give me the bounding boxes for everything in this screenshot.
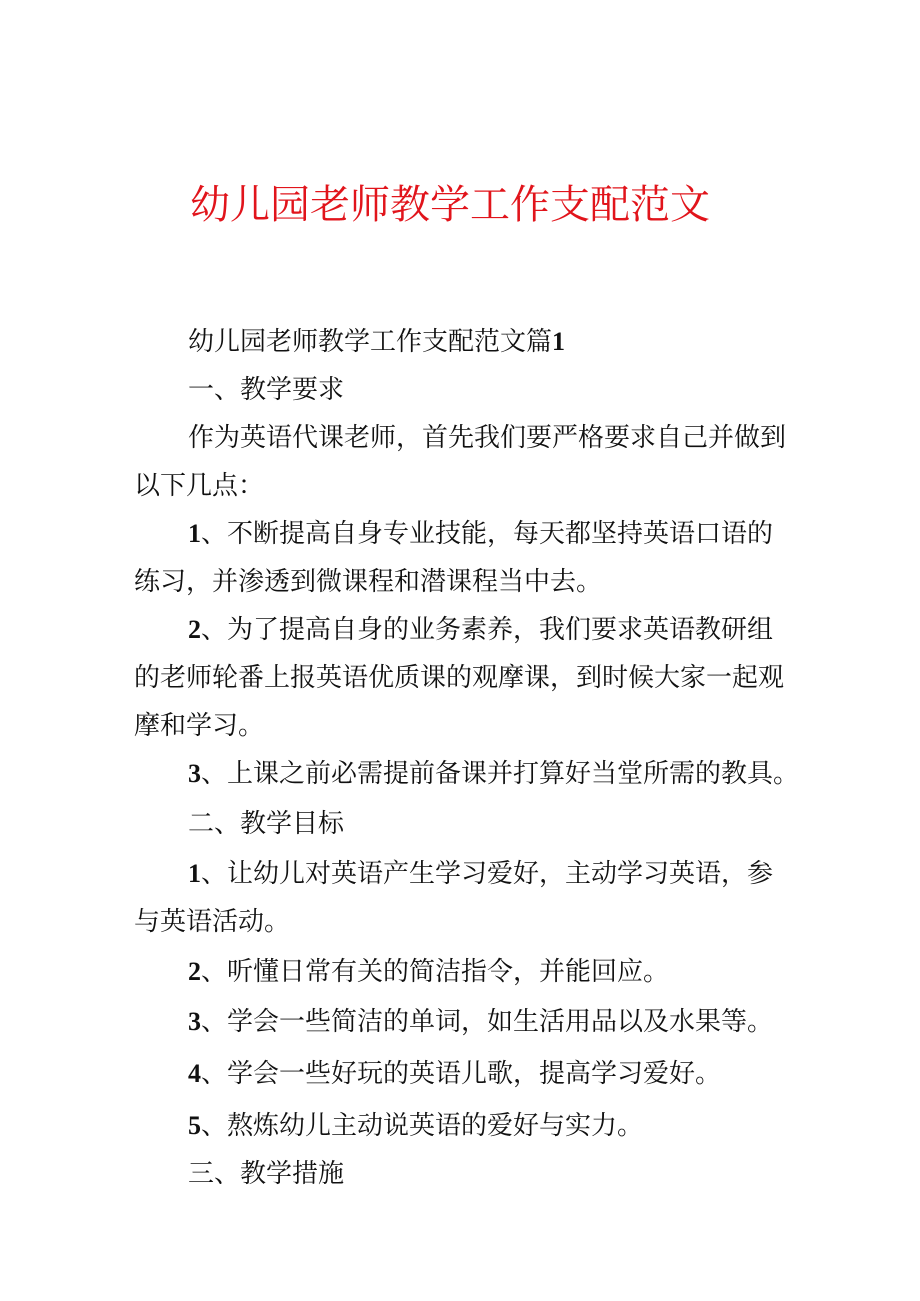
item-text: 、熬炼幼儿主动说英语的爱好与实力。 bbox=[201, 1111, 644, 1141]
item-number: 1 bbox=[188, 859, 201, 888]
requirement-item-2-line-3: 摩和学习。 bbox=[134, 711, 265, 741]
goal-item-1 bbox=[188, 850, 848, 898]
item-text: 、不断提高自身专业技能，每天都坚持英语口语的 bbox=[201, 519, 774, 549]
item-text: 、上课之前必需提前备课并打算好当堂所需的教具。 bbox=[201, 759, 800, 789]
item-number: 4 bbox=[188, 1059, 201, 1088]
heading-measures: 三、教学措施 bbox=[188, 1159, 345, 1189]
item-text: 、学会一些简洁的单词，如生活用品以及水果等。 bbox=[201, 1007, 774, 1037]
requirement-item-2-line-2: 的老师轮番上报英语优质课的观摩课，到时候大家一起观 bbox=[134, 663, 785, 693]
goal-item-3 bbox=[188, 998, 848, 1046]
section-heading-text: 幼儿园老师教学工作支配范文篇 bbox=[188, 327, 553, 357]
requirement-item-2 bbox=[188, 606, 848, 654]
goal-item-4 bbox=[188, 1050, 848, 1098]
item-number: 2 bbox=[188, 957, 201, 986]
item-text: 、为了提高自身的业务素养，我们要求英语教研组 bbox=[201, 615, 774, 645]
item-number: 1 bbox=[188, 519, 201, 548]
item-number: 2 bbox=[188, 615, 201, 644]
goal-item-5 bbox=[188, 1102, 848, 1150]
heading-requirements: 一、教学要求 bbox=[188, 375, 345, 405]
item-text: 、听懂日常有关的简洁指令，并能回应。 bbox=[201, 957, 670, 987]
intro-line-2: 以下几点： bbox=[134, 471, 265, 501]
item-number: 5 bbox=[188, 1111, 201, 1140]
item-text: 、学会一些好玩的英语儿歌，提高学习爱好。 bbox=[201, 1059, 722, 1089]
goal-item-1-line-2: 与英语活动。 bbox=[134, 907, 291, 937]
section-heading bbox=[188, 318, 848, 366]
heading-goals: 二、教学目标 bbox=[188, 809, 345, 839]
document-title: 幼儿园老师教学工作支配范文 bbox=[190, 181, 710, 228]
item-number: 3 bbox=[188, 759, 201, 788]
requirement-item-1-line-2: 练习，并渗透到微课程和潜课程当中去。 bbox=[134, 567, 603, 597]
goal-item-2 bbox=[188, 948, 848, 996]
item-text: 、让幼儿对英语产生学习爱好，主动学习英语，参 bbox=[201, 859, 774, 889]
item-number: 3 bbox=[188, 1007, 201, 1036]
requirement-item-1 bbox=[188, 510, 848, 558]
section-heading-number: 1 bbox=[552, 327, 566, 356]
intro-line-1: 作为英语代课老师，首先我们要严格要求自己并做到 bbox=[188, 423, 787, 453]
requirement-item-3 bbox=[188, 750, 848, 798]
